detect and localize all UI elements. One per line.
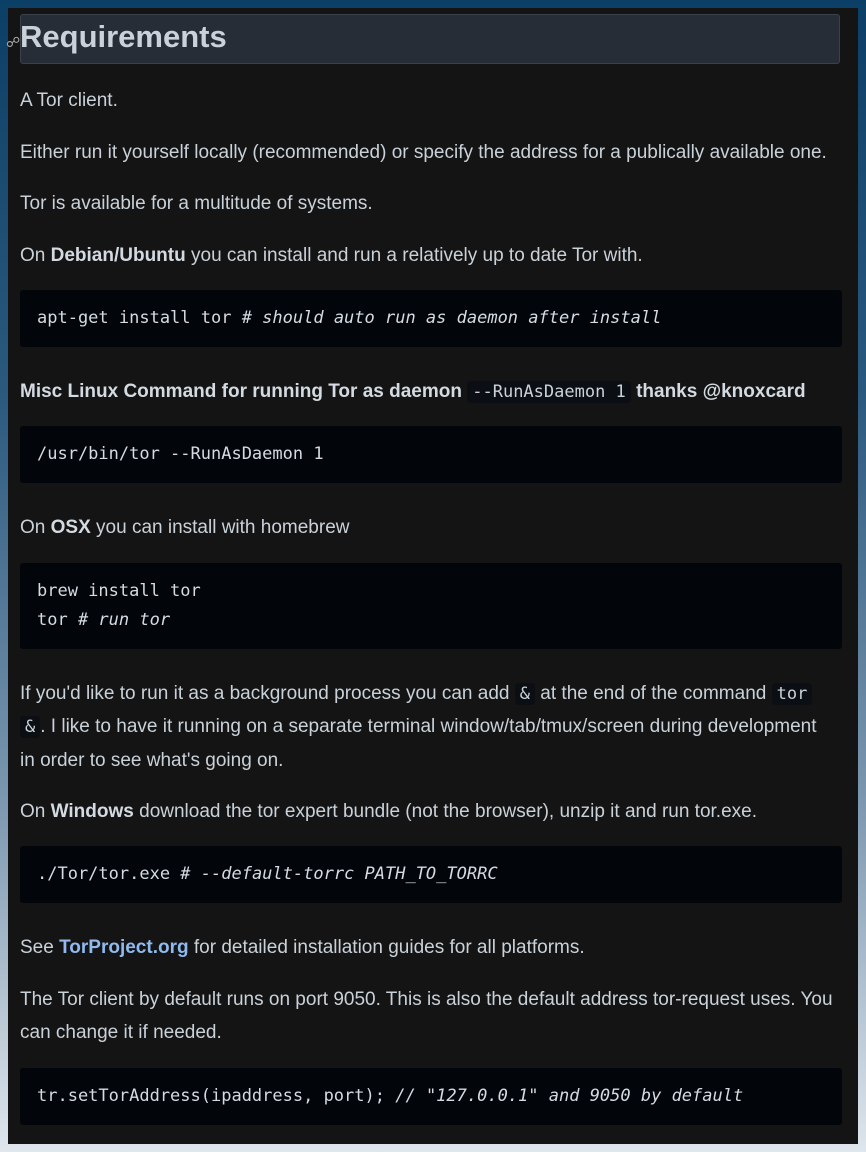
link-icon[interactable]: ☍ xyxy=(6,34,21,50)
code-block-set-tor-address[interactable]: tr.setTorAddress(ipaddress, port); // "127.0.0.1" and 9050 by default xyxy=(20,1068,842,1125)
debian-ubuntu-label: Debian/Ubuntu xyxy=(50,245,186,266)
paragraph-background-process-line3: in order to see what's going on. xyxy=(20,750,284,771)
paragraph-misc-linux: Misc Linux Command for running Tor as daemon --RunAsDaemon 1 thanks @knoxcard xyxy=(20,381,806,402)
paragraph-see-torproject: See TorProject.org for detailed installation guides for all platforms. xyxy=(20,937,585,958)
paragraph-run-locally: Either run it yourself locally (recommended) or specify the address for a publically available one. xyxy=(20,142,827,163)
paragraph-tor-client: A Tor client. xyxy=(20,90,118,111)
code-block-usr-bin-tor[interactable]: /usr/bin/tor --RunAsDaemon 1 xyxy=(20,426,842,483)
inline-code-tor: tor xyxy=(772,683,813,705)
code-block-tor-exe[interactable]: ./Tor/tor.exe # --default-torrc PATH_TO_TORRC xyxy=(20,846,842,903)
paragraph-osx: On OSX you can install with homebrew xyxy=(20,517,350,538)
windows-label: Windows xyxy=(50,801,134,822)
osx-label: OSX xyxy=(50,517,91,538)
paragraph-default-port-line1: The Tor client by default runs on port 9050. This is also the default address tor-request uses. You xyxy=(20,989,833,1010)
code-block-apt-get[interactable]: apt-get install tor # should auto run as daemon after install xyxy=(20,290,842,347)
paragraph-available-systems: Tor is available for a multitude of systems. xyxy=(20,193,373,214)
paragraph-windows: On Windows download the tor expert bundle (not the browser), unzip it and run tor.exe. xyxy=(20,801,757,822)
inline-code-ampersand: & xyxy=(515,683,535,705)
readme-panel xyxy=(8,8,858,1144)
paragraph-debian: On Debian/Ubuntu you can install and run a relatively up to date Tor with. xyxy=(20,245,643,266)
inline-code-runasdaemon: --RunAsDaemon 1 xyxy=(467,381,631,403)
paragraph-background-process-line1: If you'd like to run it as a background process you can add & at the end of the command tor xyxy=(20,677,846,711)
inline-code-tor-ampersand: & xyxy=(20,716,40,738)
torproject-link[interactable]: TorProject.org xyxy=(59,937,189,958)
paragraph-default-port-line2: can change it if needed. xyxy=(20,1022,222,1043)
paragraph-background-process-line2: & . I like to have it running on a separate terminal window/tab/tmux/screen during development xyxy=(20,710,846,744)
code-block-brew[interactable]: brew install tor tor # run tor xyxy=(20,563,842,649)
section-heading: Requirements xyxy=(20,14,840,64)
